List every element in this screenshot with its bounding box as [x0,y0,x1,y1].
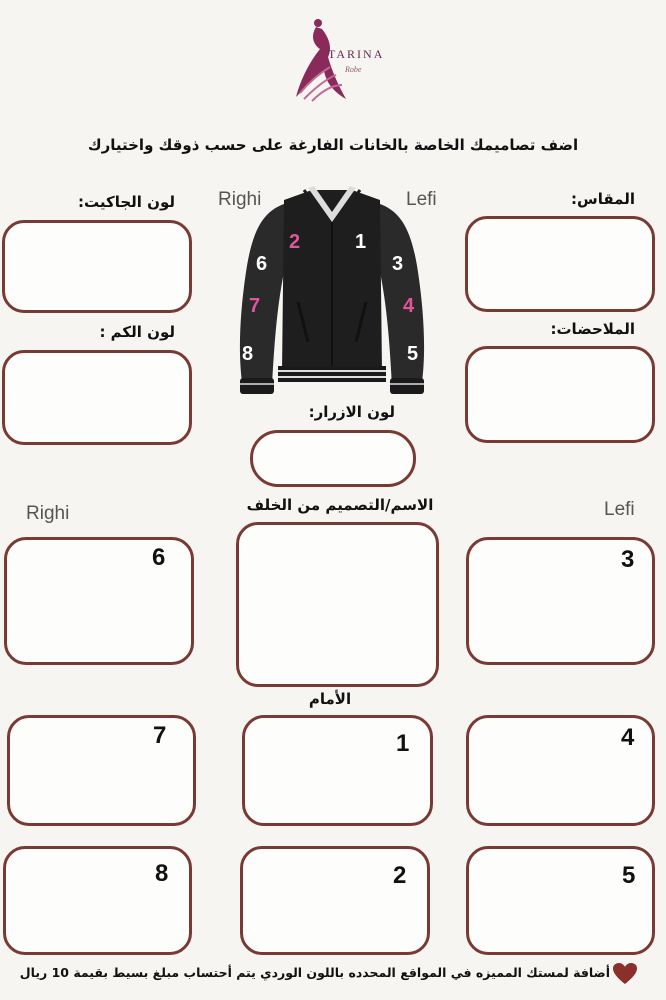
design-box-7[interactable] [7,715,196,826]
jacket-position-4: 4 [403,295,415,317]
box-number-5: 5 [622,862,636,889]
box-number-4: 4 [621,724,635,751]
brand-tagline: Robe [345,65,362,74]
brand-name: TARINA [328,47,385,61]
button-color-field[interactable] [250,430,416,487]
design-box-2[interactable] [240,846,430,955]
jacket-position-3: 3 [392,253,404,275]
size-field[interactable] [465,216,655,312]
jacket-position-5: 5 [407,343,419,365]
design-box-1[interactable] [242,715,433,826]
design-box-5[interactable] [466,846,655,955]
instruction-text: اضف تصاميمك الخاصة بالخانات الفارغة على حسب ذوقك واختيارك [87,136,579,154]
back-right-side-label: Righi [26,503,70,524]
button-color-label: لون الازرار: [308,403,395,421]
jacket-position-6: 6 [256,253,268,275]
design-box-3[interactable] [466,537,655,665]
jacket-position-7: 7 [249,295,261,317]
heart-icon [612,962,638,986]
jacket-color-field[interactable] [2,220,192,313]
box-number-7: 7 [153,722,167,749]
box-number-6: 6 [152,544,166,571]
design-box-6[interactable] [4,537,194,665]
notes-label: الملاحضات: [550,320,635,338]
size-label: المقاس: [571,190,635,208]
jacket-right-side-label: Righi [218,189,262,210]
back-design-label: الاسم/التصميم من الخلف [246,496,434,514]
jacket-position-8: 8 [242,343,254,365]
sleeve-color-field[interactable] [2,350,192,445]
front-label: الأمام [308,690,352,708]
brand-logo [290,15,400,105]
design-box-4[interactable] [466,715,655,826]
jacket-position-1: 1 [355,231,367,253]
jacket-position-2: 2 [289,231,301,253]
jacket-left-side-label: Lefi [406,189,437,210]
jacket-color-label: لون الجاكيت: [77,193,175,211]
back-left-side-label: Lefi [604,499,635,520]
back-design-box[interactable] [236,522,439,687]
notes-field[interactable] [465,346,655,443]
footer-note: أضافة لمستك المميزه في المواقع المحدده باللون الوردي يتم أحتساب مبلغ بسيط بقيمة 10 ريال [19,965,610,980]
design-box-8[interactable] [3,846,192,955]
box-number-2: 2 [393,862,407,889]
jacket-icon [232,182,432,397]
box-number-8: 8 [155,860,169,887]
jacket-illustration [232,182,432,397]
box-number-1: 1 [396,730,410,757]
sleeve-color-label: لون الكم : [99,323,175,341]
box-number-3: 3 [621,546,635,573]
